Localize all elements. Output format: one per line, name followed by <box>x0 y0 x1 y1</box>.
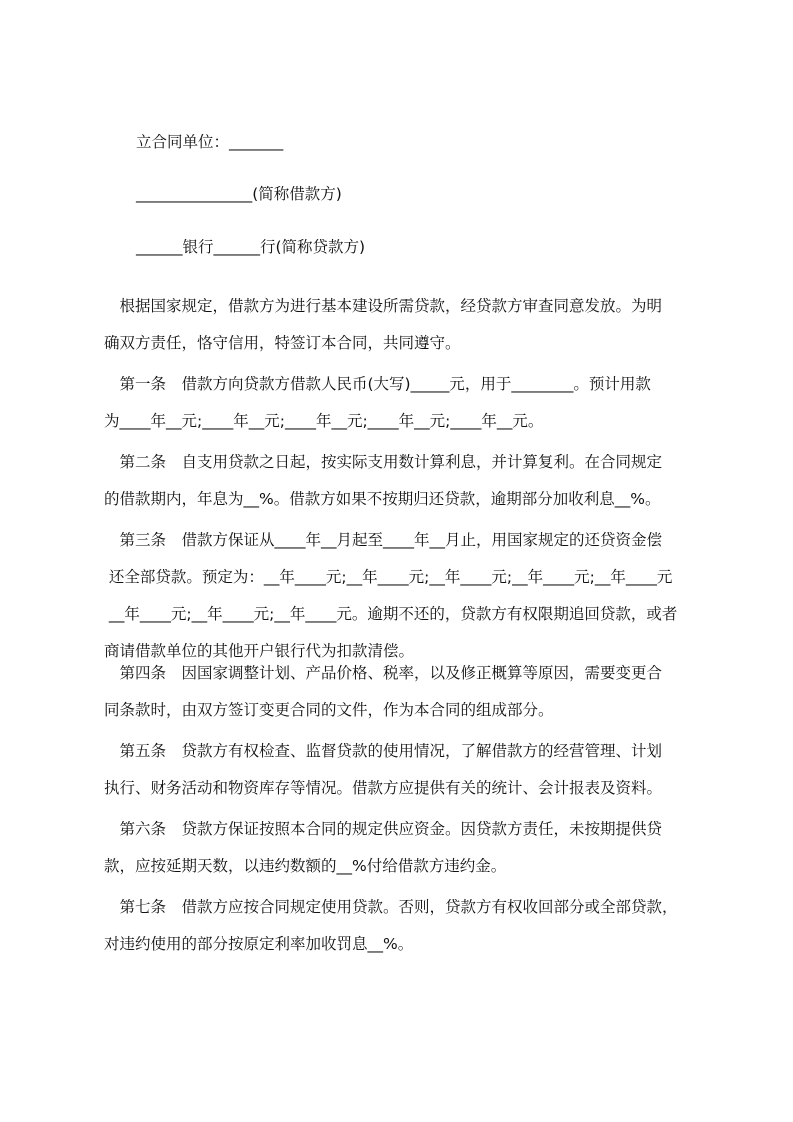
paragraph-line: 对违约使用的部分按原定利率加收罚息__%。 <box>104 935 414 953</box>
paragraph-line: 第一条 借款方向贷款方借款人民币(大写)_____元，用于________。预计用款 <box>104 375 651 393</box>
paragraph-line: 款，应按延期天数，以违约数额的__%付给借款方违约金。 <box>104 857 507 875</box>
article-4 <box>104 655 704 729</box>
paragraph-line: 第三条 借款方保证从____年__月起至____年__月止，用国家规定的还贷资金偿 <box>104 531 663 549</box>
borrower-line: _______________(简称借款方) <box>136 185 342 203</box>
paragraph-line: 确双方责任，恪守信用，特签订本合同，共同遵守。 <box>104 334 461 352</box>
paragraph-line: 第六条 贷款方保证按照本合同的规定供应资金。因贷款方责任，未按期提供贷 <box>104 820 663 838</box>
paragraph-line: 还全部贷款。预定为：__年____元;__年____元;__年____元;__年____元;__年____元 <box>104 568 673 586</box>
contract-parties-label: 立合同单位：_______ <box>136 133 284 151</box>
article-7 <box>104 889 704 963</box>
paragraph-line: 执行、财务活动和物资库存等情况。借款方应提供有关的统计、会计报表及资料。 <box>104 779 663 797</box>
paragraph-line: 为____年__元;____年__元;____年__元;____年__元;____年__元。 <box>104 412 544 430</box>
article-5 <box>104 733 704 807</box>
paragraph-line: 的借款期内，年息为__%。借款方如果不按期归还贷款，逾期部分加收利息__%。 <box>104 490 661 508</box>
paragraph-line: 第五条 贷款方有权检查、监督贷款的使用情况，了解借款方的经营管理、计划 <box>104 742 663 760</box>
paragraph-line: __年____元;__年____元;__年____元。逾期不还的，贷款方有权限期追回贷款，或者 <box>104 605 678 623</box>
article-1 <box>104 366 704 440</box>
paragraph-line: 第四条 因国家调整计划、产品价格、税率，以及修正概算等原因，需要变更合 <box>104 664 663 682</box>
article-3 <box>104 522 704 670</box>
paragraph-line: 同条款时，由双方签订变更合同的文件，作为本合同的组成部分。 <box>104 701 554 719</box>
preamble-paragraph <box>104 288 704 362</box>
paragraph-line: 根据国家规定，借款方为进行基本建设所需贷款，经贷款方审查同意发放。为明 <box>104 297 663 315</box>
article-2 <box>104 444 704 518</box>
paragraph-line: 商请借款单位的其他开户银行代为扣款清偿。 <box>104 642 415 660</box>
lender-line: ______银行______行(简称贷款方) <box>136 238 366 256</box>
article-6 <box>104 811 704 885</box>
paragraph-line: 第七条 借款方应按合同规定使用贷款。否则，贷款方有权收回部分或全部贷款， <box>104 898 678 916</box>
paragraph-line: 第二条 自支用贷款之日起，按实际支用数计算利息，并计算复利。在合同规定 <box>104 453 663 471</box>
